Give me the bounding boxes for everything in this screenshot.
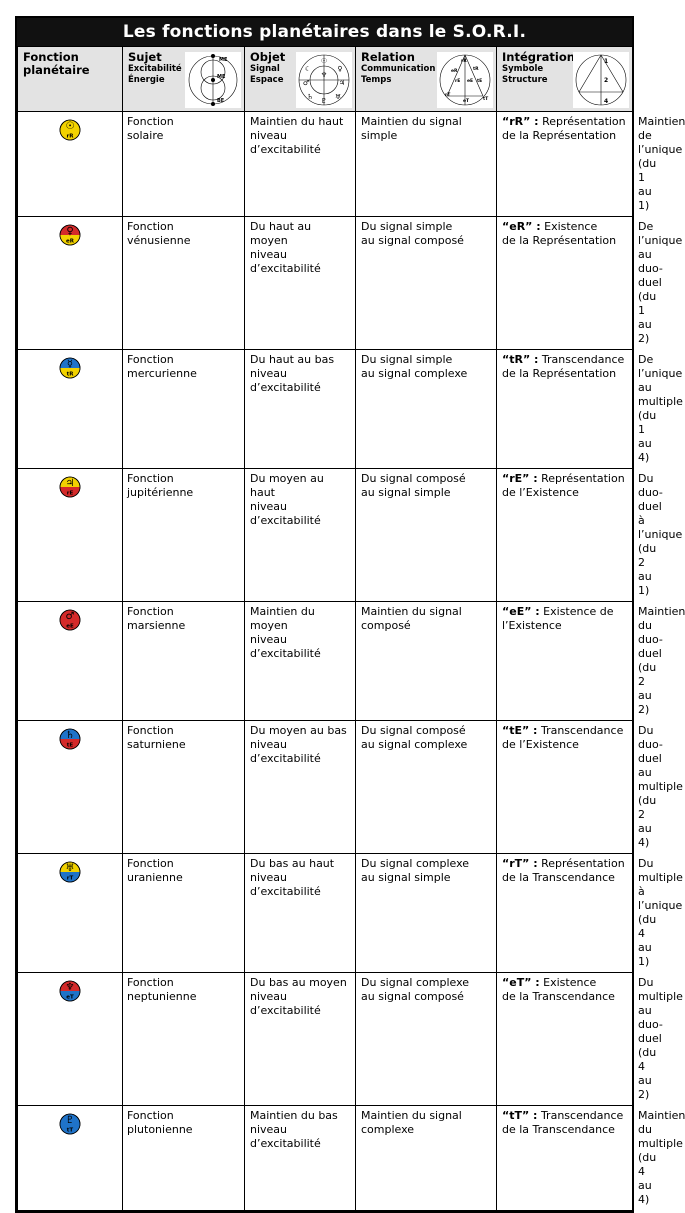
relation-code: “rE” : xyxy=(502,472,538,485)
fonction-name-line-2: plutonienne xyxy=(127,1123,193,1136)
sujet-line-2: niveau d’excitabilité xyxy=(250,633,321,660)
fonction-name-cell xyxy=(123,721,245,854)
relation-cell xyxy=(497,1106,633,1211)
planet-code-text: rR xyxy=(66,133,74,140)
header-objet xyxy=(245,47,356,112)
sujet-line-2: d’excitabilité xyxy=(250,1137,321,1150)
fonction-name-line-2: marsienne xyxy=(127,619,186,632)
planet-code-text: rT xyxy=(66,875,74,882)
relation-line-2: de l’Existence xyxy=(502,486,579,499)
relation-code: “tT” : xyxy=(502,1109,538,1122)
planet-symbol-cell xyxy=(18,469,123,602)
planet-symbol-cell xyxy=(18,973,123,1106)
fonction-name-line-2: mercurienne xyxy=(127,367,197,380)
relation-line-2: de la Transcendance xyxy=(502,871,615,884)
relation-line-1: Représentation xyxy=(542,115,626,128)
relation-code: “tR” : xyxy=(502,353,539,366)
fonction-name-line-1: Fonction xyxy=(127,724,174,737)
diagram-code-label: tT xyxy=(483,97,489,102)
planet-glyph-text: ♆ xyxy=(65,982,75,993)
planet-glyph-icon xyxy=(59,224,81,246)
header-sujet-title: Sujet xyxy=(128,50,162,64)
relation-line-1: Représentation xyxy=(541,857,625,870)
table-row-eT: ♆ eT Fonction neptunienne Du bas au moyen niveau d’excitabilité Du signal complexe au signal composé “eT” : Existence de la Transcendance Du multiple au duo-duel (du 4 au 2) xyxy=(18,973,633,1106)
objet-line-2: simple xyxy=(361,129,398,142)
diagram-code-label: tR xyxy=(473,67,479,72)
diagram-edge xyxy=(465,55,483,96)
header-relation-title: Relation xyxy=(361,50,415,64)
sujet-line-1: Du moyen au bas xyxy=(250,724,347,737)
diagram-node xyxy=(211,78,215,82)
header-fonction-title: Fonction planétaire xyxy=(23,50,90,77)
diagram-code-label: eE xyxy=(467,79,474,84)
planet-glyph-icon xyxy=(59,980,81,1002)
objet-line-1: Maintien du signal xyxy=(361,115,462,128)
header-relation-sub-1: Communication xyxy=(361,64,436,74)
fonction-name-cell xyxy=(123,217,245,350)
fonction-name-cell xyxy=(123,469,245,602)
sujet-cell xyxy=(245,1106,356,1211)
header-sujet-sub-2: Énergie xyxy=(128,74,165,85)
table-row-eR: ♀ eR Fonction vénusienne Du haut au moyen niveau d’excitabilité Du signal simple au signal composé “eR” : Existence de la Représentation De l’unique au duo-duel (du 1 au 2) xyxy=(18,217,633,350)
sujet-line-1: Maintien du haut xyxy=(250,115,344,128)
objet-line-1: Maintien du signal xyxy=(361,605,462,618)
fonction-name-cell xyxy=(123,350,245,469)
fonction-name-line-2: neptunienne xyxy=(127,990,197,1003)
relation-line-1: Existence de xyxy=(543,605,614,618)
diagram-planet-glyph: ♅ xyxy=(334,93,342,101)
fonction-name-line-1: Fonction xyxy=(127,472,174,485)
planet-symbol-cell xyxy=(18,350,123,469)
objet-cell xyxy=(356,721,497,854)
objet-cell xyxy=(356,973,497,1106)
header-sujet-sub-1: Excitabilité xyxy=(128,64,182,74)
objet-cell xyxy=(356,112,497,217)
sujet-cell xyxy=(245,112,356,217)
header-objet-sub-1: Signal xyxy=(250,64,280,74)
header-objet-title: Objet xyxy=(250,50,286,64)
header-integration-sub-2: Structure xyxy=(502,74,548,85)
header-sujet xyxy=(123,47,245,112)
objet-line-2: composé xyxy=(361,619,411,632)
fonction-name-line-1: Fonction xyxy=(127,353,174,366)
sujet-line-1: Du bas au haut niveau xyxy=(250,857,335,884)
header-relation-sub-2: Temps xyxy=(361,74,392,85)
relation-code: “rR” : xyxy=(502,115,539,128)
planet-glyph-icon xyxy=(59,1113,81,1135)
planet-code-text: tR xyxy=(66,371,74,378)
sujet-line-2: niveau d’excitabilité xyxy=(250,129,321,156)
diagram-planet-glyph: ♇ xyxy=(320,97,328,105)
diagram-code-label: rR xyxy=(461,59,467,64)
relation-line-2: de la Représentation xyxy=(502,234,617,247)
header-integration-title: Intégration xyxy=(502,50,575,64)
planet-symbol-cell xyxy=(18,721,123,854)
diagram-edge xyxy=(579,55,601,92)
relation-code: “eT” : xyxy=(502,976,540,989)
objet-line-1: Du signal composé xyxy=(361,724,466,737)
table-body xyxy=(18,112,685,1211)
table-row-rT: ♅ rT Fonction uranienne Du bas au haut niveau d’excitabilité Du signal complexe au signal simple “rT” : Représentation de la Transcendance Du multiple à l’unique (du 4 au 1) xyxy=(18,854,633,973)
planet-glyph-icon xyxy=(59,476,81,498)
sujet-cell xyxy=(245,602,356,721)
relation-code: “eR” : xyxy=(502,220,541,233)
planet-glyph-icon xyxy=(59,609,81,631)
sujet-line-1: Maintien du bas niveau xyxy=(250,1109,338,1136)
planet-code-text: eT xyxy=(66,994,74,1001)
diagram-node xyxy=(211,102,215,106)
table-title: Les fonctions planétaires dans le S.O.R.I. xyxy=(17,18,632,46)
diagram-planet-glyph: ☾ xyxy=(304,65,312,73)
sori-table-sheet xyxy=(15,16,685,1213)
sujet-cell xyxy=(245,217,356,350)
objet-line-2: complexe xyxy=(361,1123,415,1136)
planet-glyph-icon xyxy=(59,861,81,883)
sujet-line-1: Du moyen au haut xyxy=(250,472,324,499)
planet-code-text: tE xyxy=(66,742,74,749)
planet-symbol-cell xyxy=(18,602,123,721)
objet-line-2: au signal composé xyxy=(361,234,464,247)
objet-cell xyxy=(356,217,497,350)
planet-symbol-cell xyxy=(18,217,123,350)
sujet-line-2: d’excitabilité xyxy=(250,381,321,394)
fonction-name-line-1: Fonction xyxy=(127,115,174,128)
header-fonction xyxy=(18,47,123,112)
sujet-line-2: niveau d’excitabilité xyxy=(250,990,321,1017)
header-integration xyxy=(497,47,633,112)
diagram-code-label: eR xyxy=(451,69,458,74)
sujet-cell xyxy=(245,854,356,973)
objet-line-1: Du signal simple xyxy=(361,353,453,366)
header-objet-sub-2: Espace xyxy=(250,74,284,85)
diagram-planet-glyph: ♂ xyxy=(302,79,310,87)
relation-cell xyxy=(497,112,633,217)
sujet-cell xyxy=(245,973,356,1106)
planet-code-text: eR xyxy=(66,238,74,245)
relation-cell xyxy=(497,469,633,602)
objet-line-2: au signal composé xyxy=(361,990,464,1003)
relation-cell xyxy=(497,721,633,854)
fonction-name-cell xyxy=(123,112,245,217)
relation-line-1: Existence xyxy=(543,976,597,989)
objet-cell xyxy=(356,350,497,469)
table-row-eE: ♂ eE Fonction marsienne Maintien du moyen niveau d’excitabilité Maintien du signal composé “eE” : Existence de l’Existence Maintien du duo-duel (du 2 au 2) xyxy=(18,602,633,721)
diagram-label: BE xyxy=(217,98,225,104)
diagram-node xyxy=(211,54,215,58)
diagram-planet-glyph: ♃ xyxy=(338,79,346,87)
sujet-line-1: Du bas au moyen xyxy=(250,976,347,989)
fonction-name-line-2: vénusienne xyxy=(127,234,191,247)
objet-cell xyxy=(356,469,497,602)
table-row-tE: ♄ tE Fonction saturniene Du moyen au bas niveau d’excitabilité Du signal composé au signal complexe “tE” : Transcendance de l’Existence Du duo-duel au multiple (du 2 au 4) xyxy=(18,721,633,854)
planet-glyph-text: ♀ xyxy=(66,226,74,237)
sujet-line-2: niveau d’excitabilité xyxy=(250,500,321,527)
relation-line-2: l’Existence xyxy=(502,619,562,632)
sujet-diagram xyxy=(185,52,241,108)
relation-cell xyxy=(497,854,633,973)
relation-code: “rT” : xyxy=(502,857,538,870)
diagram-number-label: 4 xyxy=(604,98,609,105)
diagram-planet-glyph: ♄ xyxy=(306,93,314,101)
planet-glyph-icon xyxy=(59,357,81,379)
sujet-line-2: niveau d’excitabilité xyxy=(250,248,321,275)
objet-line-2: au signal simple xyxy=(361,871,451,884)
header-integration-sub-1: Symbole xyxy=(502,64,544,74)
fonction-name-line-1: Fonction xyxy=(127,1109,174,1122)
diagram-label: ME xyxy=(219,57,228,63)
planet-symbol-cell xyxy=(18,854,123,973)
relation-cell xyxy=(497,350,633,469)
fonction-name-line-1: Fonction xyxy=(127,976,174,989)
planet-code-text: rE xyxy=(66,490,74,497)
planet-symbol-cell xyxy=(18,1106,123,1211)
table-row-tT: ♇ tT Fonction plutonienne Maintien du bas niveau d’excitabilité Maintien du signal complexe “tT” : Transcendance de la Transcendance Maintien du multiple (du 4 au 4) xyxy=(18,1106,633,1211)
diagram-code-label: eT xyxy=(463,99,470,104)
relation-line-2: de la Transcendance xyxy=(502,990,615,1003)
objet-line-1: Du signal complexe xyxy=(361,976,470,989)
header-row xyxy=(18,47,633,112)
objet-cell xyxy=(356,854,497,973)
planet-glyph-text: ♄ xyxy=(65,730,75,741)
planetary-functions-table xyxy=(17,46,685,1211)
relation-cell xyxy=(497,602,633,721)
objet-diagram xyxy=(296,52,352,108)
table-row-rE: ♃ rE Fonction jupitérienne Du moyen au haut niveau d’excitabilité Du signal composé au signal simple “rE” : Représentation de l’Existence Du duo-duel à l’unique (du 2 au 1) xyxy=(18,469,633,602)
diagram-number-label: 2 xyxy=(604,77,609,84)
fonction-name-line-2: solaire xyxy=(127,129,164,142)
objet-cell xyxy=(356,1106,497,1211)
planet-glyph-icon xyxy=(59,119,81,141)
objet-line-2: au signal complexe xyxy=(361,738,468,751)
diagram-planet-glyph: ♀ xyxy=(337,65,343,73)
objet-line-2: au signal complexe xyxy=(361,367,468,380)
planet-glyph-text: ☉ xyxy=(65,121,75,132)
sujet-line-1: Maintien du moyen xyxy=(250,605,315,632)
objet-line-1: Du signal simple xyxy=(361,220,453,233)
relation-line-1: Existence xyxy=(544,220,598,233)
relation-line-1: Transcendance xyxy=(540,724,624,737)
relation-line-2: de la Représentation xyxy=(502,367,617,380)
planet-code-text: eE xyxy=(66,623,74,630)
planet-glyph-text: ♃ xyxy=(65,478,75,489)
diagram-planet-glyph: ☉ xyxy=(320,57,328,65)
diagram-label: ME xyxy=(217,74,226,80)
integration-diagram xyxy=(573,52,629,108)
sujet-line-2: niveau d’excitabilité xyxy=(250,738,321,765)
fonction-name-cell xyxy=(123,602,245,721)
planet-code-text: tT xyxy=(66,1127,74,1134)
planet-symbol-cell xyxy=(18,112,123,217)
relation-code: “eE” : xyxy=(502,605,540,618)
objet-line-2: au signal simple xyxy=(361,486,451,499)
objet-line-1: Du signal composé xyxy=(361,472,466,485)
fonction-name-line-1: Fonction xyxy=(127,220,174,233)
diagram-planet-glyph: ♆ xyxy=(320,71,328,79)
relation-code: “tE” : xyxy=(502,724,538,737)
objet-cell xyxy=(356,602,497,721)
relation-line-2: de la Transcendance xyxy=(502,1123,615,1136)
relation-cell xyxy=(497,973,633,1106)
fonction-name-cell xyxy=(123,854,245,973)
sujet-cell xyxy=(245,721,356,854)
fonction-name-cell xyxy=(123,973,245,1106)
diagram-code-label: rT xyxy=(445,93,451,98)
relation-line-2: de l’Existence xyxy=(502,738,579,751)
sujet-cell xyxy=(245,350,356,469)
fonction-name-line-2: uranienne xyxy=(127,871,183,884)
fonction-name-line-1: Fonction xyxy=(127,605,174,618)
planet-glyph-icon xyxy=(59,728,81,750)
objet-line-1: Du signal complexe xyxy=(361,857,470,870)
relation-line-1: Représentation xyxy=(541,472,625,485)
fonction-name-line-2: saturniene xyxy=(127,738,186,751)
fonction-name-line-1: Fonction xyxy=(127,857,174,870)
objet-line-1: Maintien du signal xyxy=(361,1109,462,1122)
diagram-number-label: 1 xyxy=(604,58,609,65)
planet-glyph-text: ☿ xyxy=(66,359,74,370)
sujet-line-1: Du haut au bas niveau xyxy=(250,353,335,380)
header-relation xyxy=(356,47,497,112)
table-row-tR: ☿ tR Fonction mercurienne Du haut au bas niveau d’excitabilité Du signal simple au signal complexe “tR” : Transcendance de la Représentation De l’unique au multiple (du 1 au 4) xyxy=(18,350,633,469)
diagram-code-label: tE xyxy=(477,79,483,84)
relation-line-1: Transcendance xyxy=(541,353,625,366)
sujet-line-2: d’excitabilité xyxy=(250,885,321,898)
relation-line-2: de la Représentation xyxy=(502,129,617,142)
diagram-code-label: rE xyxy=(455,79,461,84)
planet-glyph-text: ♇ xyxy=(65,1115,75,1126)
relation-line-1: Transcendance xyxy=(540,1109,624,1122)
fonction-name-line-2: jupitérienne xyxy=(127,486,194,499)
table-row-rR: ☉ rR Fonction solaire Maintien du haut niveau d’excitabilité Maintien du signal simple “rR” : Représentation de la Représentation Maintien de l’unique (du 1 au 1) xyxy=(18,112,633,217)
sujet-cell xyxy=(245,469,356,602)
sujet-line-1: Du haut au moyen xyxy=(250,220,312,247)
relation-diagram xyxy=(437,52,493,108)
relation-cell xyxy=(497,217,633,350)
planet-glyph-text: ♅ xyxy=(65,863,75,874)
planet-glyph-text: ♂ xyxy=(65,611,75,622)
fonction-name-cell xyxy=(123,1106,245,1211)
